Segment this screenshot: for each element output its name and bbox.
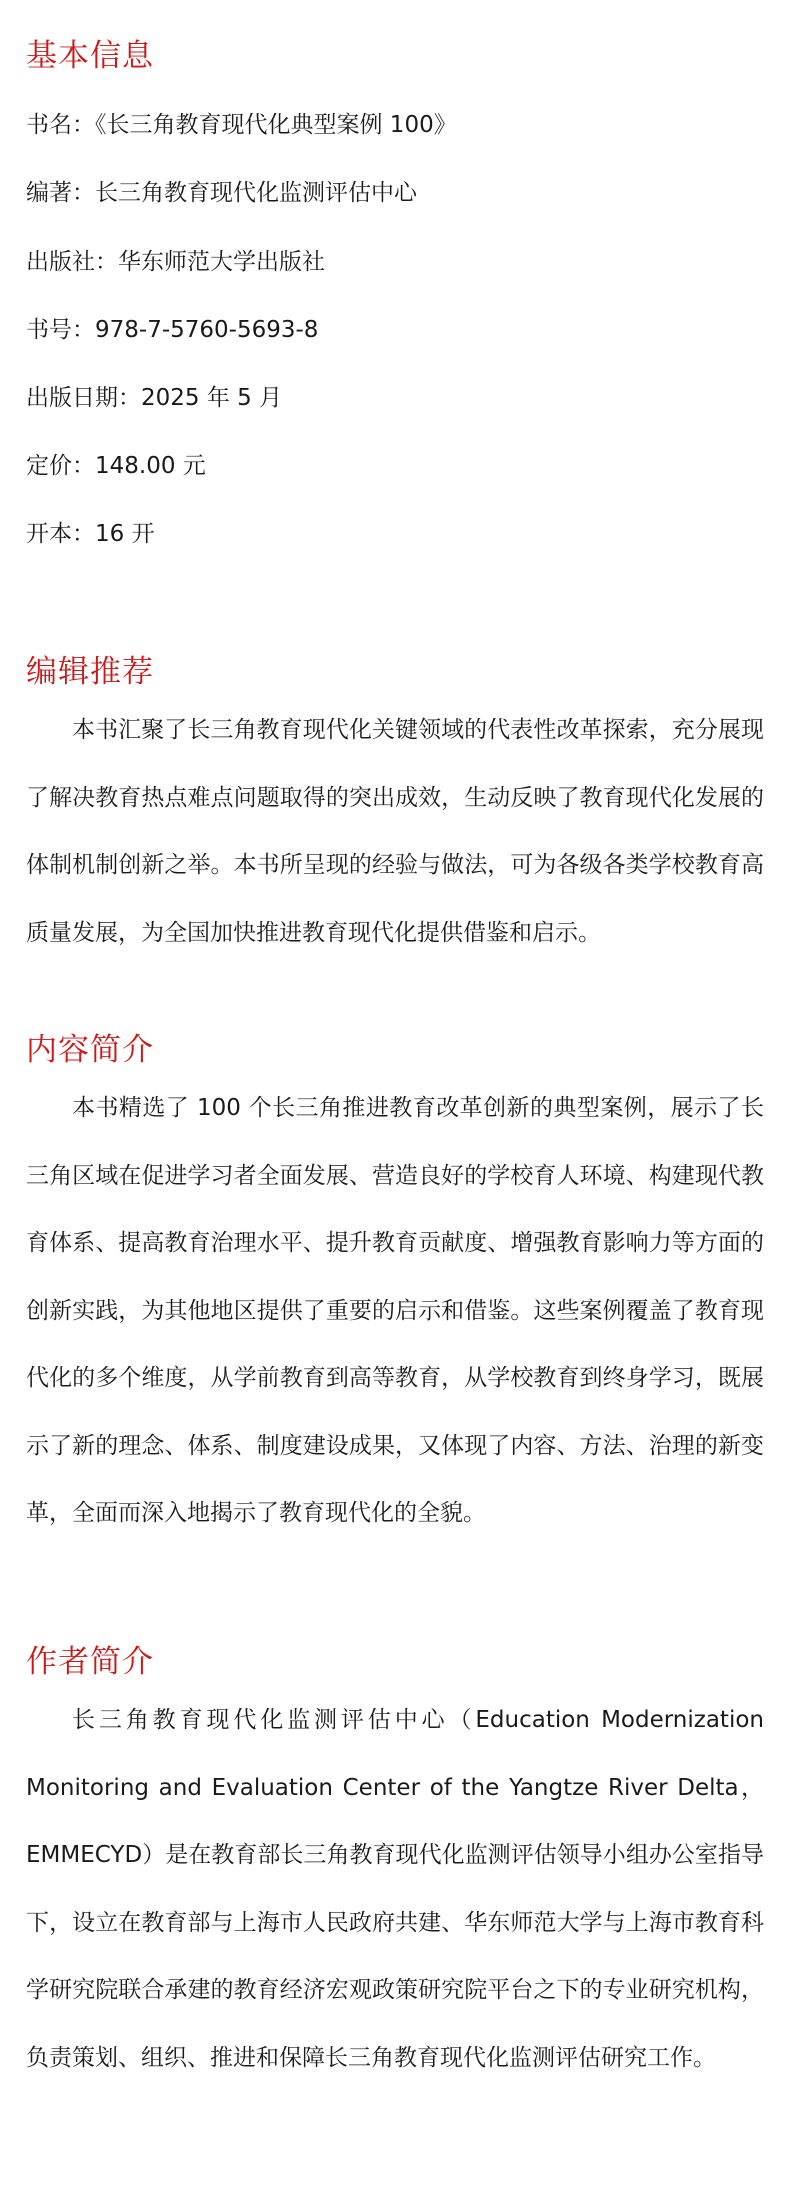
editor-line: 编著：长三角教育现代化监测评估中心	[26, 180, 417, 206]
content-summary-heading: 内容简介	[26, 1032, 154, 1068]
editor-recommendation-text: 本书汇聚了长三角教育现代化关键领域的代表性改革探索，充分展现了解决教育热点难点问题取得的突出成效，生动反映了教育现代化发展的体制机制创新之举。本书所呈现的经验与做法，可为各级各类学校教育高质量发展，为全国加快推进教育现代化提供借鉴和启示。	[26, 717, 764, 946]
basic-info-section	[26, 36, 764, 547]
publish-date-line: 出版日期：2025 年 5 月	[26, 385, 283, 411]
basic-info-heading: 基本信息	[26, 38, 154, 74]
editor-recommendation-heading: 编辑推荐	[26, 654, 154, 690]
editor-recommendation-section	[26, 652, 764, 967]
content-summary-section	[26, 1030, 764, 1548]
author-intro-text: 长三角教育现代化监测评估中心（Education Modernization Monitoring and Evaluation Center of the Yangtze River Delta，EMMECYD）是在教育部长三角教育现代化监测评估领导小组办公室指导下，设立在教育部与上海市人民政府共建、华东师范大学与上海市教育科学研究院联合承建的教育经济宏观政策研究院平台之下的专业研究机构，负责策划、组织、推进和保障长三角教育现代化监测评估研究工作。	[26, 1707, 764, 2071]
author-intro-heading: 作者简介	[26, 1644, 154, 1680]
content-summary-text: 本书精选了 100 个长三角推进教育改革创新的典型案例，展示了长三角区域在促进学习者全面发展、营造良好的学校育人环境、构建现代教育体系、提高教育治理水平、提升教育贡献度、增强教育影响力等方面的创新实践，为其他地区提供了重要的启示和借鉴。这些案例覆盖了教育现代化的多个维度，从学前教育到高等教育，从学校教育到终身学习，既展示了新的理念、体系、制度建设成果，又体现了内容、方法、治理的新变革，全面而深入地揭示了教育现代化的全貌。	[26, 1095, 764, 1526]
format-line: 开本：16 开	[26, 521, 155, 547]
book-title-line: 书名：《长三角教育现代化典型案例 100》	[26, 112, 457, 138]
isbn-line: 书号：978-7-5760-5693-8	[26, 317, 319, 343]
publisher-line: 出版社：华东师范大学出版社	[26, 249, 325, 275]
author-intro-section	[26, 1642, 764, 2092]
price-line: 定价：148.00 元	[26, 453, 206, 479]
